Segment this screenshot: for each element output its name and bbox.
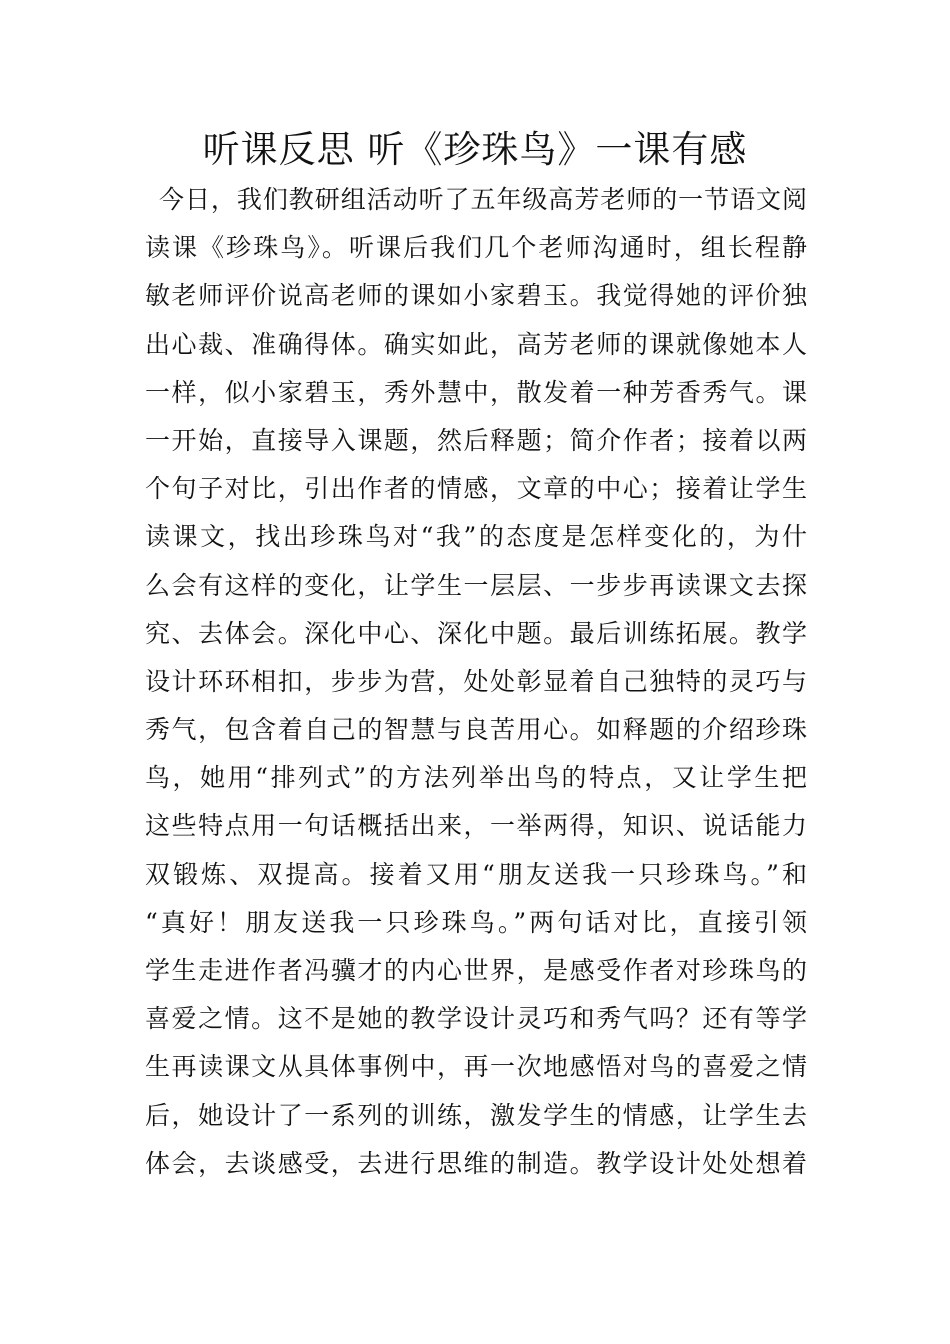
body-line: 究、去体会。深化中心、深化中题。最后训练拓展。教学 (145, 618, 807, 648)
body-line: 出心裁、准确得体。确实如此，高芳老师的课就像她本人 (145, 329, 807, 359)
body-line: 读课《珍珠鸟》。听课后我们几个老师沟通时，组长程静 (145, 233, 807, 263)
body-line: 后，她设计了一系列的训练，激发学生的情感，让学生去 (145, 1100, 807, 1130)
body-line: 今日，我们教研组活动听了五年级高芳老师的一节语文阅 (159, 185, 807, 214)
body-line: 体会，去谈感受，去进行思维的制造。教学设计处处想着 (145, 1148, 807, 1178)
body-line: 敏老师评价说高老师的课如小家碧玉。我觉得她的评价独 (145, 281, 807, 311)
body-line: 读课文，找出珍珠鸟对“我”的态度是怎样变化的，为什 (145, 522, 807, 552)
body-line: 喜爱之情。这不是她的教学设计灵巧和秀气吗？还有等学 (145, 1004, 807, 1034)
document-title: 听课反思 听《珍珠鸟》一课有感 (202, 128, 748, 171)
body-line: 秀气，包含着自己的智慧与良苦用心。如释题的介绍珍珠 (145, 715, 807, 745)
body-line: 么会有这样的变化，让学生一层层、一步步再读课文去探 (145, 570, 807, 600)
body-line: “真好！朋友送我一只珍珠鸟。”两句话对比，直接引领 (145, 907, 807, 937)
body-line: 双锻炼、双提高。接着又用“朋友送我一只珍珠鸟。”和 (145, 859, 807, 889)
body-line: 生再读课文从具体事例中，再一次地感悟对鸟的喜爱之情 (145, 1052, 807, 1082)
body-line: 个句子对比，引出作者的情感，文章的中心；接着让学生 (145, 474, 807, 504)
body-line: 这些特点用一句话概括出来，一举两得，知识、说话能力 (145, 811, 807, 841)
document-body (145, 176, 807, 1188)
body-line: 一样，似小家碧玉，秀外慧中，散发着一种芳香秀气。课 (145, 377, 807, 407)
body-line: 一开始，直接导入课题，然后释题；简介作者；接着以两 (145, 425, 807, 455)
body-line: 鸟，她用“排列式”的方法列举出鸟的特点，又让学生把 (145, 763, 807, 793)
body-line: 设计环环相扣，步步为营，处处彰显着自己独特的灵巧与 (145, 666, 807, 696)
body-line: 学生走进作者冯骥才的内心世界，是感受作者对珍珠鸟的 (145, 956, 807, 985)
